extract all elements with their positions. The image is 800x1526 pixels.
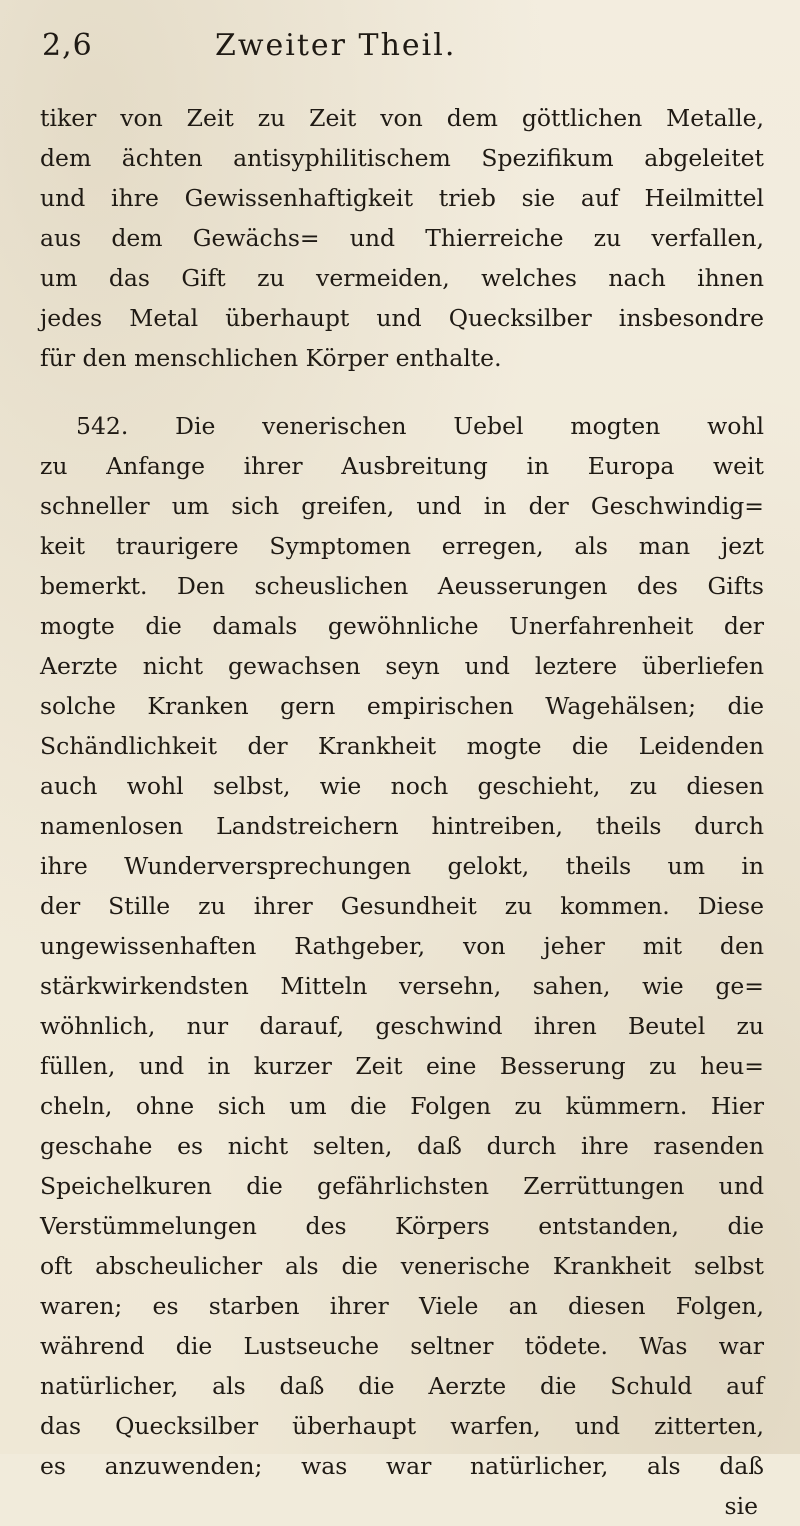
text-line: es anzuwenden; was war natürlicher, als daß bbox=[40, 1452, 764, 1480]
paragraph-gap bbox=[40, 378, 764, 406]
text-line: ungewissenhaften Rathgeber, von jeher mit den bbox=[40, 932, 764, 960]
text-line: dem ächten antisyphilitischem Spezifikum abgeleitet bbox=[40, 144, 764, 172]
text-line: und ihre Gewissenhaftigkeit trieb sie auf Heilmittel bbox=[40, 184, 764, 212]
text-line: tiker von Zeit zu Zeit von dem göttlichen Metalle, bbox=[40, 104, 764, 132]
text-line: schneller um sich greifen, und in der Geschwindig= bbox=[40, 492, 764, 520]
paragraph-542 bbox=[40, 406, 764, 1486]
page-number: 2,6 bbox=[42, 28, 93, 63]
text-line: aus dem Gewächs= und Thierreiche zu verfallen, bbox=[40, 224, 764, 252]
text-line: stärkwirkendsten Mitteln versehn, sahen, wie ge= bbox=[40, 972, 764, 1000]
text-line: füllen, und in kurzer Zeit eine Besserung zu heu= bbox=[40, 1052, 764, 1080]
text-line: waren; es starben ihrer Viele an diesen Folgen, bbox=[40, 1292, 764, 1320]
text-line: auch wohl selbst, wie noch geschieht, zu diesen bbox=[40, 772, 764, 800]
text-line: mogte die damals gewöhnliche Unerfahrenheit der bbox=[40, 612, 764, 640]
running-head: Zweiter Theil. bbox=[215, 28, 457, 63]
text-line: während die Lustseuche seltner tödete. Was war bbox=[40, 1332, 764, 1360]
text-line-section-start: 542. Die venerischen Uebel mogten wohl bbox=[76, 412, 764, 440]
text-line: der Stille zu ihrer Gesundheit zu kommen. Diese bbox=[40, 892, 764, 920]
page-header bbox=[40, 22, 760, 72]
text-line: jedes Metal überhaupt und Quecksilber insbesondre bbox=[40, 304, 764, 332]
text-line: solche Kranken gern empirischen Wagehälsen; die bbox=[40, 692, 764, 720]
text-line: geschahe es nicht selten, daß durch ihre rasenden bbox=[40, 1132, 764, 1160]
text-line: das Quecksilber überhaupt warfen, und zitterten, bbox=[40, 1412, 764, 1440]
text-line: Speichelkuren die gefährlichsten Zerrüttungen und bbox=[40, 1172, 764, 1200]
text-line: für den menschlichen Körper enthalte. bbox=[40, 344, 502, 372]
body-text bbox=[40, 98, 764, 1526]
text-line: zu Anfange ihrer Ausbreitung in Europa weit bbox=[40, 452, 764, 480]
text-line: Schändlichkeit der Krankheit mogte die Leidenden bbox=[40, 732, 764, 760]
paragraph-continued bbox=[40, 98, 764, 378]
text-line: keit traurigere Symptomen erregen, als man jezt bbox=[40, 532, 764, 560]
text-line: Verstümmelungen des Körpers entstanden, die bbox=[40, 1212, 764, 1240]
catchword: sie bbox=[724, 1492, 758, 1520]
text-line: ihre Wunderversprechungen gelokt, theils um in bbox=[40, 852, 764, 880]
text-line: oft abscheulicher als die venerische Krankheit selbst bbox=[40, 1252, 764, 1280]
text-line: namenlosen Landstreichern hintreiben, theils durch bbox=[40, 812, 764, 840]
text-line: bemerkt. Den scheuslichen Aeusserungen des Gifts bbox=[40, 572, 764, 600]
text-line: wöhnlich, nur darauf, geschwind ihren Beutel zu bbox=[40, 1012, 764, 1040]
text-line: cheln, ohne sich um die Folgen zu kümmern. Hier bbox=[40, 1092, 764, 1120]
text-line: natürlicher, als daß die Aerzte die Schuld auf bbox=[40, 1372, 764, 1400]
text-line: um das Gift zu vermeiden, welches nach ihnen bbox=[40, 264, 764, 292]
text-line: Aerzte nicht gewachsen seyn und leztere überliefen bbox=[40, 652, 764, 680]
